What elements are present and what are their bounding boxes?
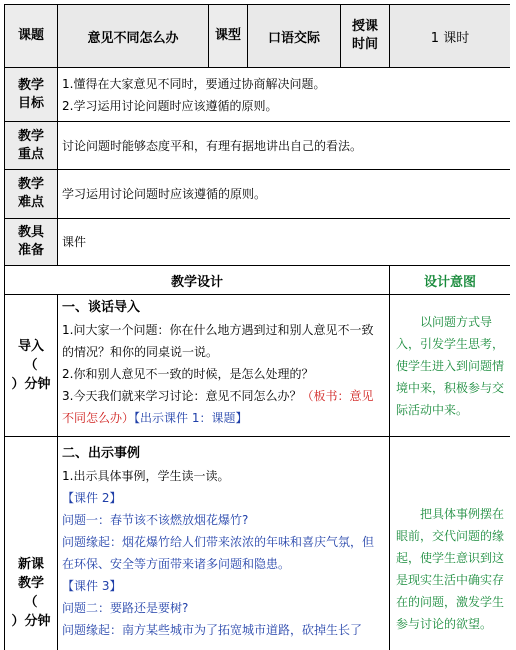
slide-note-1: 【出示课件 1：课题】	[134, 411, 248, 425]
lesson-plan-table	[4, 4, 510, 650]
topic-label: 课题	[5, 5, 58, 68]
design-header: 教学设计	[5, 266, 390, 295]
goal-line-2: 2.学习运用讨论问题时应该遵循的原则。	[62, 98, 278, 113]
question-1: 问题一：春节该不该燃放烟花爆竹?	[62, 513, 249, 527]
key-content: 讨论问题时能够态度平和，有理有据地讲出自己的看法。	[58, 122, 511, 170]
difficulty-row	[5, 170, 511, 219]
difficulty-content: 学习运用讨论问题时应该遵循的原则。	[58, 170, 511, 219]
stage-new-label: 新课 教学 （ ）分钟	[5, 437, 58, 650]
slide-note-3: 【课件 3】	[62, 579, 122, 593]
topic-value: 意见不同怎么办	[58, 5, 209, 68]
stage-intro-title: 一、谈话导入	[62, 300, 141, 315]
slide-note-2: 【课件 2】	[62, 491, 122, 505]
difficulty-label: 教学 难点	[5, 170, 58, 219]
key-row	[5, 122, 511, 170]
stage-intro-label: 导入 （ ）分钟	[5, 295, 58, 437]
key-label: 教学 重点	[5, 122, 58, 170]
stage-intro-intent: 以问题方式导入，引发学生思考，使学生进入到问题情境中来，积极参与交际活动中来。	[390, 295, 511, 437]
goals-label: 教学 目标	[5, 68, 58, 122]
stage-new-title: 二、出示事例	[62, 446, 141, 461]
prep-label: 教具 准备	[5, 219, 58, 266]
stage-intro-content	[58, 295, 390, 437]
prep-row	[5, 219, 511, 266]
stage-new-intent: 把具体事例摆在眼前，交代问题的缘起，使学生意识到这是现实生活中确实存在的问题，激发学生参与讨论的欲望。	[390, 437, 511, 650]
type-label: 课型	[209, 5, 248, 68]
stage-new-content	[58, 437, 390, 650]
type-value: 口语交际	[248, 5, 341, 68]
prep-content: 课件	[58, 219, 511, 266]
stage-intro-row	[5, 295, 511, 437]
question-2: 问题二：要路还是要树?	[62, 601, 189, 615]
stage-new-row	[5, 437, 511, 650]
new-line-1: 1.出示具体事例，学生读一读。	[62, 469, 230, 483]
goals-row	[5, 68, 511, 122]
goal-line-1: 1.懂得在大家意见不同时，要通过协商解决问题。	[62, 76, 326, 91]
header-row	[5, 5, 511, 68]
goals-content	[58, 68, 511, 122]
intro-line-1: 1.问大家一个问题：你在什么地方遇到过和别人意见不一致的情况？和你的同桌说一说。	[62, 323, 374, 359]
question-2-background: 问题缘起：南方某些城市为了拓宽城市道路，砍掉生长了	[62, 623, 363, 637]
time-label: 授课 时间	[341, 5, 390, 68]
lesson-plan-page	[4, 4, 510, 650]
intro-line-2: 2.你和别人意见不一致的时候，是怎么处理的？	[62, 367, 314, 381]
board-note: （板书：意见不同怎么办）	[62, 389, 374, 425]
intent-header: 设计意图	[390, 266, 511, 295]
question-1-background: 问题缘起：烟花爆竹给人们带来浓浓的年味和喜庆气氛，但在环保、安全等方面带来诸多问题和隐患。	[62, 535, 375, 571]
intro-line-3: 3.今天我们就来学习讨论：意见不同怎么办？（板书：意见不同怎么办）【出示课件 1：课题】	[62, 389, 374, 425]
time-value: 1 课时	[390, 5, 511, 68]
design-header-row	[5, 266, 511, 295]
